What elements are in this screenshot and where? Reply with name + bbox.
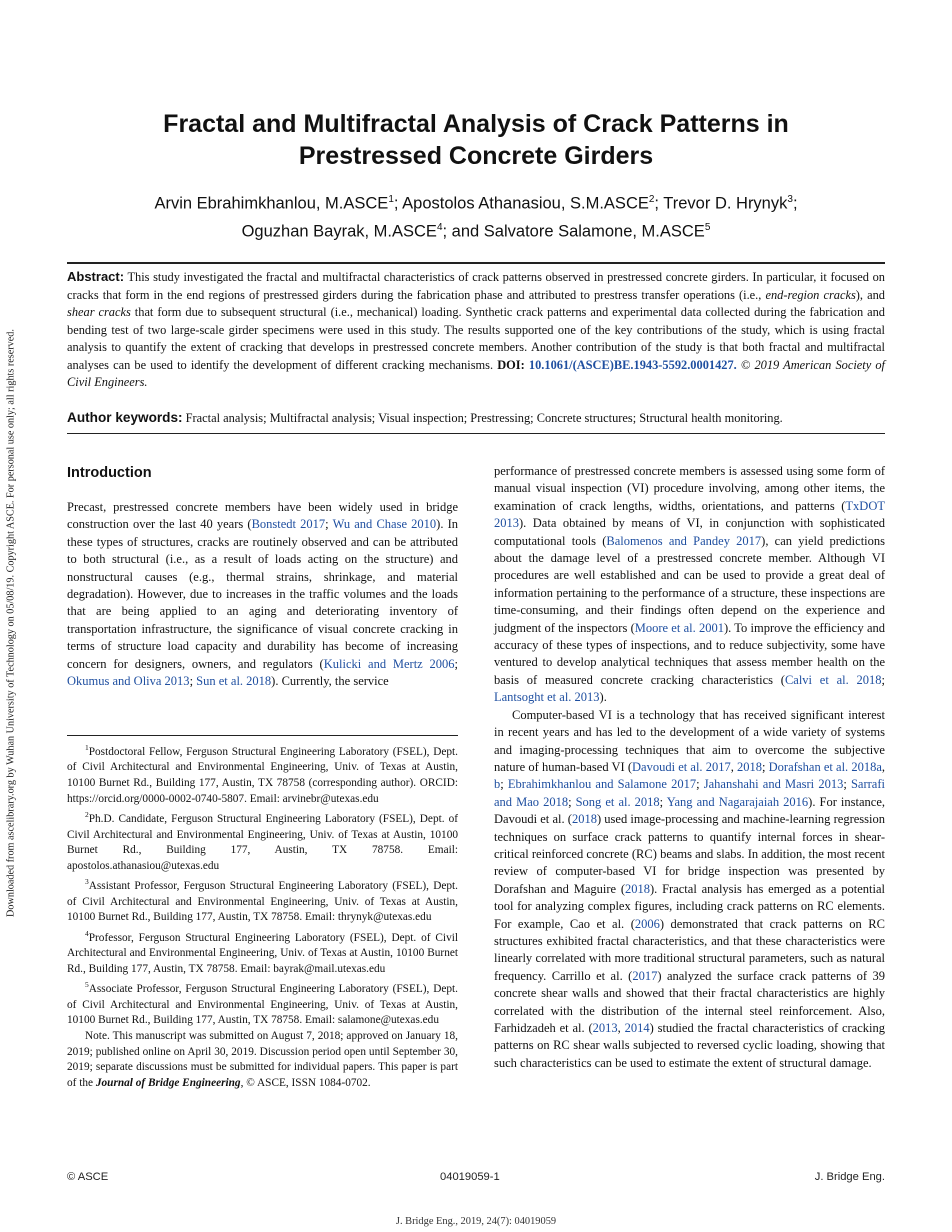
- citation-link[interactable]: Dorafshan et al. 2018a: [768, 759, 882, 774]
- footnote-number: 5: [85, 980, 89, 990]
- citation-link[interactable]: Lantsoght et al. 2013: [494, 690, 600, 705]
- text: ), can yield predictions about the damage level of a prestressed concrete member. Although VI procedures are well established and can be used to provide a great deal of information pertaining to the performance of a structure, these inspections are time-consuming, and their findings often depend on the experience and judgment of the inspectors (: [494, 533, 885, 635]
- footnote: [67, 926, 458, 978]
- paragraph: [494, 463, 885, 707]
- author-affil: 5: [704, 221, 711, 233]
- text: ).: [599, 690, 607, 705]
- footnote-number: 3: [85, 877, 89, 887]
- text: ,: [730, 759, 737, 774]
- submission-note: [67, 1029, 458, 1091]
- abstract-em: shear cracks: [67, 305, 131, 319]
- citation-link[interactable]: Sun et al. 2018: [196, 674, 272, 689]
- citation-link[interactable]: Ebrahimkhanlou and Salamone 2017: [507, 777, 697, 792]
- text: ;: [500, 777, 508, 792]
- download-notice: [2, 258, 20, 988]
- citation-link[interactable]: Jahanshahi and Masri 2013: [703, 777, 844, 792]
- footer-journal: J. Bridge Eng.: [814, 1171, 885, 1183]
- note-text: , © ASCE, ISSN 1084-0702.: [240, 1076, 371, 1089]
- footnote-text: Assistant Professor, Ferguson Structural Engineering Laboratory (FSEL), Dept. of Civil Architectural and Environmental Engineering, Univ. of Texas at Austin, 10100 Burnet Rd., Building 177, Austin, TX 78758. Email: thrynyk@utexas.edu: [67, 880, 458, 924]
- citation-link[interactable]: 2018: [571, 812, 597, 827]
- citation-link[interactable]: Moore et al. 2001: [634, 620, 724, 635]
- note-text: Note. This manuscript was submitted on August 7, 2018; approved on January 18, 2019; published online on April 30, 2019. Discussion period open until September 30, 2019; separate discussions must be submitted for individual papers. This paper is part of the: [67, 1029, 458, 1089]
- author-sep: ; and: [442, 222, 484, 240]
- text: ,: [881, 759, 886, 774]
- author-affil: 2: [648, 194, 655, 205]
- abstract-bottom-rule: [67, 433, 885, 434]
- footnote: [67, 740, 458, 807]
- text: ). In these types of structures, cracks are routinely observed and can be attributed to both structural (i.e., as a result of loads acting on the structure) and nonstructural causes (e.g., thermal strains, shrinkage, and material degradation). However, due to increases in the traffic volumes and the loads that are being applied to an aging and deteriorating inventory of transportation infrastructure, the significance of visual concrete cracking in terms of structure load capacity and durability has become of increasing concern for designers, owners, and regulators (: [67, 517, 459, 671]
- abstract-text: that form due to subsequent structural (i.e., mechanical) loading. Synthetic crack patterns and experimental data collected during the fabrication and bending test of two large-scale girder specimens were used in this study. The results supported one of the key contributions of the study, which is using fractal analysis to quantify the extent of cracking that develops in prestressed concrete members. Another contribution of the study is that both fractal and multifractal analyses can be used to identify the development of different cracking mechanisms.: [67, 305, 885, 372]
- doi-label: DOI:: [497, 357, 525, 372]
- text: ). Data obtained by means of VI, in conjunction with sophisticated computational tools (: [494, 516, 885, 548]
- citation-link[interactable]: Wu and Chase 2010: [332, 517, 437, 532]
- text: ). Fractal analysis has emerged as a potential tool for analyzing complex figures, including crack patterns on RC elements. For example, Cao et al. (: [494, 881, 886, 931]
- text: ) used image-processing and machine-learning regression techniques on surface crack patterns to quantify internal forces in shear-critical reinforced concrete (RC) beams and slabs. In addition, the most recent review of computer-based VI for bridge inspection was presented by Dorafshan and Maguire (: [494, 812, 885, 896]
- keywords-label: Author keywords:: [67, 410, 183, 425]
- doi-link[interactable]: 10.1061/(ASCE)BE.1943-5592.0001427.: [524, 357, 737, 372]
- citation-link[interactable]: Song et al. 2018: [575, 794, 660, 809]
- footer-article-number: 04019059-1: [440, 1171, 500, 1183]
- abstract-top-rule: [67, 262, 885, 264]
- footnote-number: 1: [85, 743, 89, 752]
- citation-link[interactable]: Balomenos and Pandey 2017: [606, 533, 762, 548]
- right-column: [494, 463, 885, 1072]
- text: performance of prestressed concrete members is assessed using some form of manual visual inspection (VI) procedure involving, among other items, the examination of crack lengths, widths, orientations, and patterns (: [494, 464, 885, 513]
- text: Computer-based VI is a technology that has received significant interest in recent years and has led to the development of a wide variety of systems and imaging-processing techniques that aim to overcome the subjective nature of human-based VI (: [494, 707, 885, 774]
- text: ;: [659, 794, 667, 809]
- bottom-citation: J. Bridge Eng., 2019, 24(7): 04019059: [395, 1216, 557, 1227]
- abstract: [67, 268, 885, 392]
- text: ;: [696, 777, 704, 792]
- citation-link[interactable]: 2014: [624, 1021, 650, 1035]
- author-affil: 4: [436, 221, 443, 233]
- footnote-rule: [67, 735, 458, 736]
- text: ). Currently, the service: [271, 674, 389, 689]
- text: ;: [881, 672, 886, 687]
- citation-link[interactable]: Davoudi et al. 2017: [632, 759, 731, 774]
- paragraph: [67, 499, 458, 690]
- download-notice-text: Downloaded from ascelibrary.org by Wuhan University of Technology on 05/08/19. Copyright ASCE. For personal use only; all rights reserved.: [5, 329, 17, 917]
- paragraph: [494, 707, 885, 1073]
- text: ) studied the fractal characteristics of cracking patterns on RC shear walls subjected to reversed cyclic loading, showing that such characteristics can be used to estimate the extent of structural damage.: [494, 1021, 886, 1070]
- text: ;: [568, 794, 576, 809]
- footnote-number: 2: [85, 810, 89, 820]
- author-name: Oguzhan Bayrak, M.ASCE: [241, 222, 437, 240]
- text: ) demonstrated that crack patterns on RC structures exhibited fractal characteristics, and that these characteristics were linearly correlated with more traditional structural parameters, such as natural frequency. Carrillo et al. (: [494, 916, 885, 983]
- text: ;: [454, 656, 459, 671]
- title-line-1: Fractal and Multifractal Analysis of Crack Patterns in: [163, 110, 789, 138]
- text: ;: [843, 777, 851, 792]
- footnote-text: Postdoctoral Fellow, Ferguson Structural Engineering Laboratory (FSEL), Dept. of Civil Architectural and Environmental Engineering, Univ. of Texas at Austin, 10100 Burnet Rd., Building 177, Austin, TX 78758 (corresponding author). ORCID: https://orcid.org/0000-0002-0740-5807. Email: arvinebr@utexas.edu: [67, 745, 458, 805]
- text: ;: [762, 759, 769, 774]
- footnote: [67, 807, 458, 874]
- text: ). To improve the efficiency and accuracy of these types of inspections, and to reduce subjectivity, some have ventured to develop analytical techniques that assess member health on the basis of measured concrete cracking characteristics (: [494, 620, 885, 687]
- journal-name: Journal of Bridge Engineering: [95, 1076, 241, 1089]
- citation-link[interactable]: Yang and Nagarajaiah 2016: [666, 794, 809, 809]
- text: ;: [189, 674, 197, 689]
- text: ). For instance, Davoudi et al. (: [494, 794, 885, 827]
- footnote-text: Associate Professor, Ferguson Structural Engineering Laboratory (FSEL), Dept. of Civil Architectural and Environmental Engineering, Univ. of Texas at Austin, 10100 Burnet Rd., Building 177, Austin, TX 78758. Email: salamone@utexas.edu: [67, 983, 458, 1027]
- footnote-text: Professor, Ferguson Structural Engineering Laboratory (FSEL), Dept. of Civil Architectural and Environmental Engineering, Univ. of Texas at Austin, 10100 Burnet Rd., Building 177, Austin, TX 78758. Email: bayrak@mail.utexas.edu: [67, 931, 458, 975]
- section-heading-introduction: Introduction: [67, 465, 152, 481]
- text: ) analyzed the surface crack patterns of 39 concrete shear walls and showed that their fractal characteristics are highly correlated with the distribution of the internal steel reinforcement. Also, Farhidzadeh et al. (: [494, 968, 885, 1035]
- author-sep: ;: [654, 194, 664, 213]
- title-line-2: Prestressed Concrete Girders: [298, 142, 654, 170]
- citation-link[interactable]: Bonstedt 2017: [251, 517, 326, 532]
- citation-link[interactable]: Kulicki and Mertz 2006: [323, 656, 455, 671]
- author-keywords: [67, 409, 885, 427]
- abstract-text: This study investigated the fractal and multifractal characteristics of crack patterns observed in prestressed concrete girders. In particular, it focused on cracks that form in the end regions of prestressed girders during the fabrication phase and attributed to prestress transfer operations (i.e.,: [67, 270, 885, 302]
- author-sep: ;: [792, 194, 798, 213]
- author-affil: 3: [787, 194, 793, 205]
- left-column: [67, 499, 458, 690]
- citation-link[interactable]: b: [494, 777, 501, 792]
- copyright: © 2019 American Society of Civil Engineers.: [67, 357, 885, 389]
- citation-link[interactable]: 2018: [625, 881, 651, 896]
- citation-link[interactable]: TxDOT 2013: [494, 498, 885, 531]
- author-name: Apostolos Athanasiou, S.M.ASCE: [402, 194, 649, 213]
- author-name: Trevor D. Hrynyk: [663, 194, 788, 213]
- text: ,: [617, 1021, 625, 1035]
- footnote: [67, 874, 458, 926]
- author-list: [60, 188, 892, 243]
- citation-link[interactable]: 2006: [634, 916, 660, 931]
- citation-link[interactable]: 2017: [632, 968, 658, 983]
- footnote-number: 4: [85, 928, 89, 938]
- abstract-label: Abstract:: [67, 269, 125, 284]
- paper-title: [60, 108, 892, 172]
- text: ;: [325, 517, 333, 532]
- footnote: [67, 977, 458, 1029]
- footnotes: [67, 740, 458, 1091]
- text: Precast, prestressed concrete members have been widely used in bridge construction over the last 40 years (: [67, 500, 458, 532]
- abstract-text: ), and: [855, 287, 885, 302]
- citation-link[interactable]: 2018: [737, 759, 762, 774]
- keywords-text: Fractal analysis; Multifractal analysis; Visual inspection; Prestressing; Concrete structures; Structural health monitoring.: [182, 411, 783, 425]
- citation-link[interactable]: Okumus and Oliva 2013: [67, 674, 190, 689]
- citation-link[interactable]: Calvi et al. 2018: [784, 672, 882, 687]
- author-name: Arvin Ebrahimkhanlou, M.ASCE: [154, 194, 389, 213]
- author-name: Salvatore Salamone, M.ASCE: [483, 222, 705, 240]
- author-sep: ;: [393, 194, 403, 213]
- footer-copyright: © ASCE: [67, 1171, 109, 1183]
- author-affil: 1: [388, 194, 394, 205]
- citation-link[interactable]: Sarrafi and Mao 2018: [494, 777, 885, 809]
- citation-link[interactable]: 2013: [592, 1021, 618, 1035]
- footnote-text: Ph.D. Candidate, Ferguson Structural Engineering Laboratory (FSEL), Dept. of Civil Architectural and Environmental Engineering, Univ. of Texas at Austin, 10100 Burnet Rd., Building 177, Austin, TX 78758. Email: apostolos.athanasiou@utexas.edu: [67, 812, 458, 872]
- abstract-em: end-region cracks: [765, 287, 856, 302]
